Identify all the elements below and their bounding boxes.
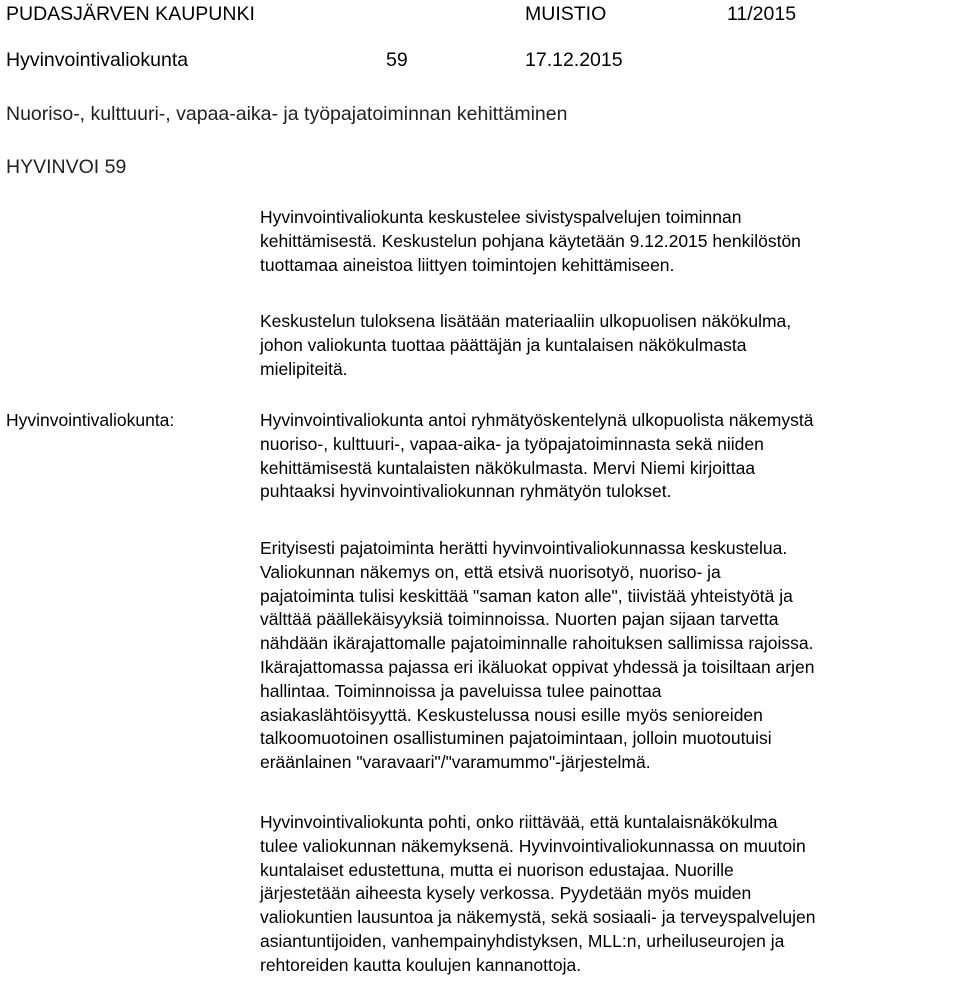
- org-name: PUDASJÄRVEN KAUPUNKI: [6, 3, 255, 25]
- decision-paragraph-1: [260, 409, 960, 504]
- intro-paragraph-1: [260, 206, 960, 277]
- text-line: rehtoreiden kautta koulujen kannanottoja.: [260, 954, 582, 975]
- decision-paragraph-3: [260, 811, 960, 978]
- text-line: puhtaaksi hyvinvointivaliokunnan ryhmätyön tulokset.: [260, 481, 672, 502]
- text-line: välttää päällekäisyyksiä toiminnoissa. Nuorten pajan sijaan tarvetta: [260, 609, 779, 630]
- meeting-date: 17.12.2015: [525, 49, 623, 71]
- text-line: pajatoiminta tulisi keskittää "saman katon alle", tiivistää yhteistyötä ja: [260, 585, 793, 606]
- section-number: 59: [386, 49, 408, 71]
- text-line: hallintaa. Toiminnoissa ja paveluissa tulee painottaa: [260, 680, 662, 701]
- text-line: eräänlainen "varavaari"/"varamummo"-järjestelmä.: [260, 752, 651, 773]
- agenda-item-title: Nuoriso-, kulttuuri-, vapaa-aika- ja työpajatoiminnan kehittäminen: [6, 103, 568, 125]
- text-line: Erityisesti pajatoiminta herätti hyvinvointivaliokunnassa keskustelua.: [260, 538, 788, 558]
- text-line: Hyvinvointivaliokunta pohti, onko riittävää, että kuntalaisnäkökulma: [260, 812, 778, 832]
- text-line: nuoriso-, kulttuuri-, vapaa-aika- ja työpajatoiminnasta sekä niiden: [260, 433, 764, 454]
- text-line: Hyvinvointivaliokunta keskustelee sivistyspalvelujen toiminnan: [260, 207, 742, 227]
- text-line: valiokuntien lausuntoa ja näkemystä, sekä sosiaali- ja terveyspalvelujen: [260, 907, 816, 928]
- decision-paragraph-2: [260, 537, 960, 775]
- text-line: kehittämisestä kuntalaisten näkökulmasta. Mervi Niemi kirjoittaa: [260, 457, 756, 478]
- text-line: järjestetään aiheesta kysely verkossa. Pyydetään myös muiden: [260, 883, 752, 904]
- text-line: kuntalaiset edustettuna, mutta ei nuorison edustajaa. Nuorille: [260, 859, 734, 880]
- text-line: nähdään ikärajattomalle pajatoiminnalle rahoituksen sallimissa rajoissa.: [260, 633, 814, 654]
- text-line: mielipiteitä.: [260, 358, 348, 379]
- text-line: asiakaslähtöisyyttä. Keskustelussa nousi esille myös senioreiden: [260, 704, 763, 725]
- text-line: asiantuntijoiden, vanhempainyhdistyksen, MLL:n, urheiluseurojen ja: [260, 930, 785, 951]
- agenda-reference: HYVINVOI 59: [6, 156, 127, 178]
- text-line: Keskustelun tuloksena lisätään materiaaliin ulkopuolisen näkökulma,: [260, 311, 792, 331]
- text-line: tuottamaa aineistoa liittyen toimintojen kehittämiseen.: [260, 254, 675, 275]
- text-line: johon valiokunta tuottaa päättäjän ja kuntalaisen näkökulmasta: [260, 334, 747, 355]
- text-line: Valiokunnan näkemys on, että etsivä nuorisotyö, nuoriso- ja: [260, 561, 721, 582]
- text-line: tulee valiokunnan näkemyksenä. Hyvinvointivaliokunnassa on muutoin: [260, 835, 806, 856]
- text-line: kehittämisestä. Keskustelun pohjana käytetään 9.12.2015 henkilöstön: [260, 230, 801, 251]
- document-number: 11/2015: [727, 3, 797, 25]
- intro-paragraph-2: [260, 310, 960, 381]
- text-line: Ikärajattomassa pajassa eri ikäluokat oppivat yhdessä ja toisiltaan arjen: [260, 656, 815, 677]
- committee-name: Hyvinvointivaliokunta: [6, 49, 189, 71]
- text-line: talkoomuotoinen osallistuminen pajatoimintaan, jolloin muotoutuisi: [260, 728, 772, 749]
- decision-label: Hyvinvointivaliokunta:: [6, 410, 175, 430]
- text-line: Hyvinvointivaliokunta antoi ryhmätyöskentelynä ulkopuolista näkemystä: [260, 410, 814, 430]
- document-type: MUISTIO: [525, 3, 607, 25]
